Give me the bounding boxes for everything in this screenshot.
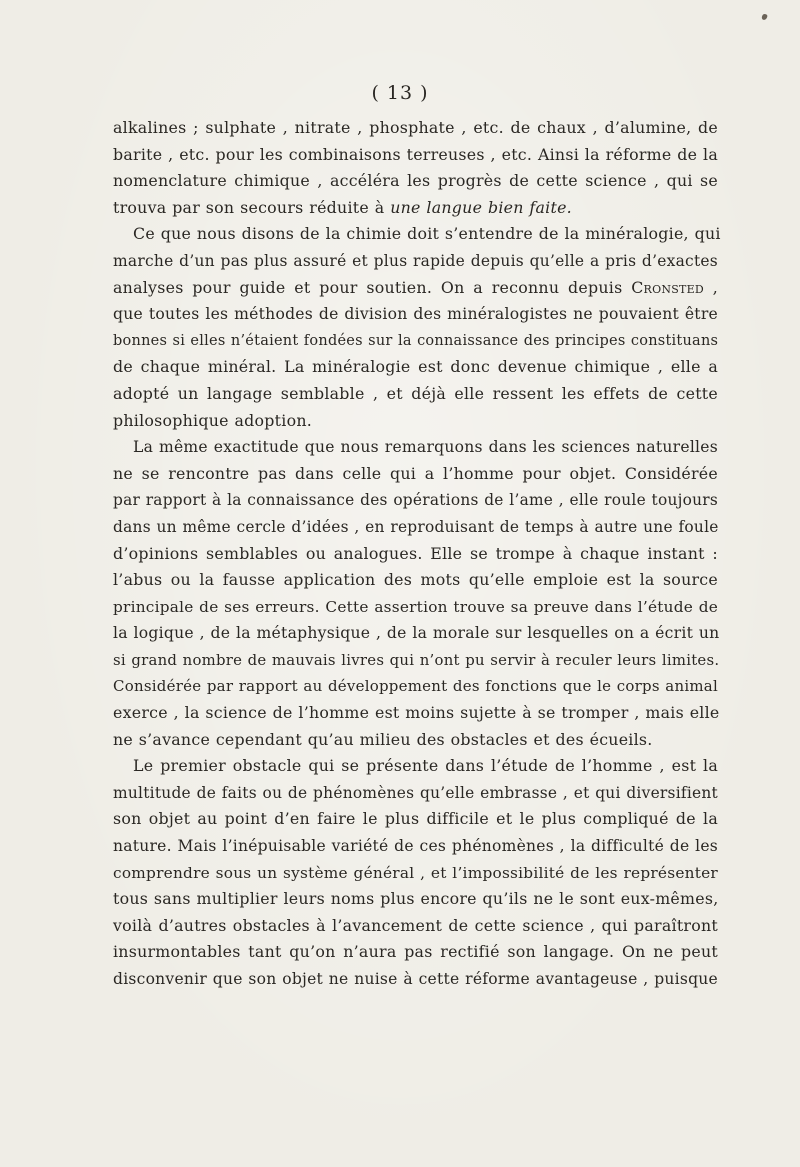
text-line — [113, 275, 718, 302]
text-line: comprendre sous un système général , et l’impossibilité de les représenter — [113, 863, 718, 882]
text-line: dans un même cercle d’idées , en reproduisant de temps à autre une foule — [113, 517, 719, 536]
text-line: la logique , de la métaphysique , de la morale sur lesquelles on a écrit un — [113, 624, 720, 643]
text-line: son objet au point d’en faire le plus difficile et le plus compliqué de la — [113, 809, 718, 829]
text-line: si grand nombre de mauvais livres qui n’ont pu servir à reculer leurs limites. — [113, 650, 720, 669]
text-line: que toutes les méthodes de division des minéralogistes ne pouvaient être — [113, 305, 718, 324]
text-line: bonnes si elles n’étaient fondées sur la connaissance des principes constituans — [113, 332, 719, 349]
author-name: Cronsted — [631, 277, 704, 297]
page-number: ( 13 ) — [371, 82, 429, 104]
ink-speck — [761, 13, 768, 20]
text-run: analyses pour guide et pour soutien. On a reconnu depuis — [113, 277, 632, 297]
text-line: d’opinions semblables ou analogues. Elle se trompe à chaque instant : — [113, 543, 718, 563]
text-line: alkalines ; sulphate , nitrate , phosphate , etc. de chaux , d’alumine, de — [113, 118, 718, 137]
text-line: de chaque minéral. La minéralogie est donc devenue chimique , elle a — [113, 357, 718, 377]
text-run: trouva par son secours réduite à — [113, 197, 391, 217]
text-line: insurmontables tant qu’on n’aura pas rectifié son langage. On ne peut — [113, 942, 718, 962]
text-line: voilà d’autres obstacles à l’avancement de cette science , qui paraîtront — [113, 915, 718, 935]
text-line: disconvenir que son objet ne nuise à cette réforme avantageuse , puisque — [113, 970, 718, 988]
text-line: tous sans multiplier leurs noms plus encore qu’ils ne le sont eux-mêmes, — [113, 889, 719, 909]
text-line — [113, 195, 718, 222]
text-line: nature. Mais l’inépuisable variété de ces phénomènes , la difficulté de les — [113, 837, 718, 856]
text-line: philosophique adoption. — [113, 410, 313, 430]
body-text — [113, 115, 721, 993]
text-line: principale de ses erreurs. Cette assertion trouve sa preuve dans l’étude de — [113, 597, 718, 616]
text-line: exerce , la science de l’homme est moins sujette à se tromper , mais elle — [113, 703, 720, 723]
italic-phrase: une langue bien faite. — [390, 197, 572, 217]
text-line: barite , etc. pour les combinaisons terreuses , etc. Ainsi la réforme de la — [113, 144, 718, 164]
text-line: Considérée par rapport au développement des fonctions que le corps animal — [113, 677, 718, 696]
text-line: Le premier obstacle qui se présente dans l’étude de l’homme , est la — [133, 756, 718, 776]
text-line: ne se rencontre pas dans celle qui a l’homme pour objet. Considérée — [113, 463, 718, 483]
text-line: La même exactitude que nous remarquons dans les sciences naturelles — [133, 438, 718, 457]
text-line: l’abus ou la fausse application des mots qu’elle emploie est la source — [113, 570, 718, 590]
text-run: , — [703, 277, 719, 297]
text-line: nomenclature chimique , accéléra les progrès de cette science , qui se — [113, 171, 718, 191]
text-line: ne s’avance cependant qu’au milieu des obstacles et des écueils. — [113, 729, 653, 749]
text-line: par rapport à la connaissance des opérations de l’ame , elle roule toujours — [113, 491, 718, 510]
text-line: Ce que nous disons de la chimie doit s’entendre de la minéralogie, qui — [133, 224, 721, 244]
text-line: adopté un langage semblable , et déjà elle ressent les effets de cette — [113, 383, 718, 403]
text-line: marche d’un pas plus assuré et plus rapide depuis qu’elle a pris d’exactes — [113, 251, 718, 270]
text-line: multitude de faits ou de phénomènes qu’elle embrasse , et qui diversifient — [113, 783, 718, 802]
